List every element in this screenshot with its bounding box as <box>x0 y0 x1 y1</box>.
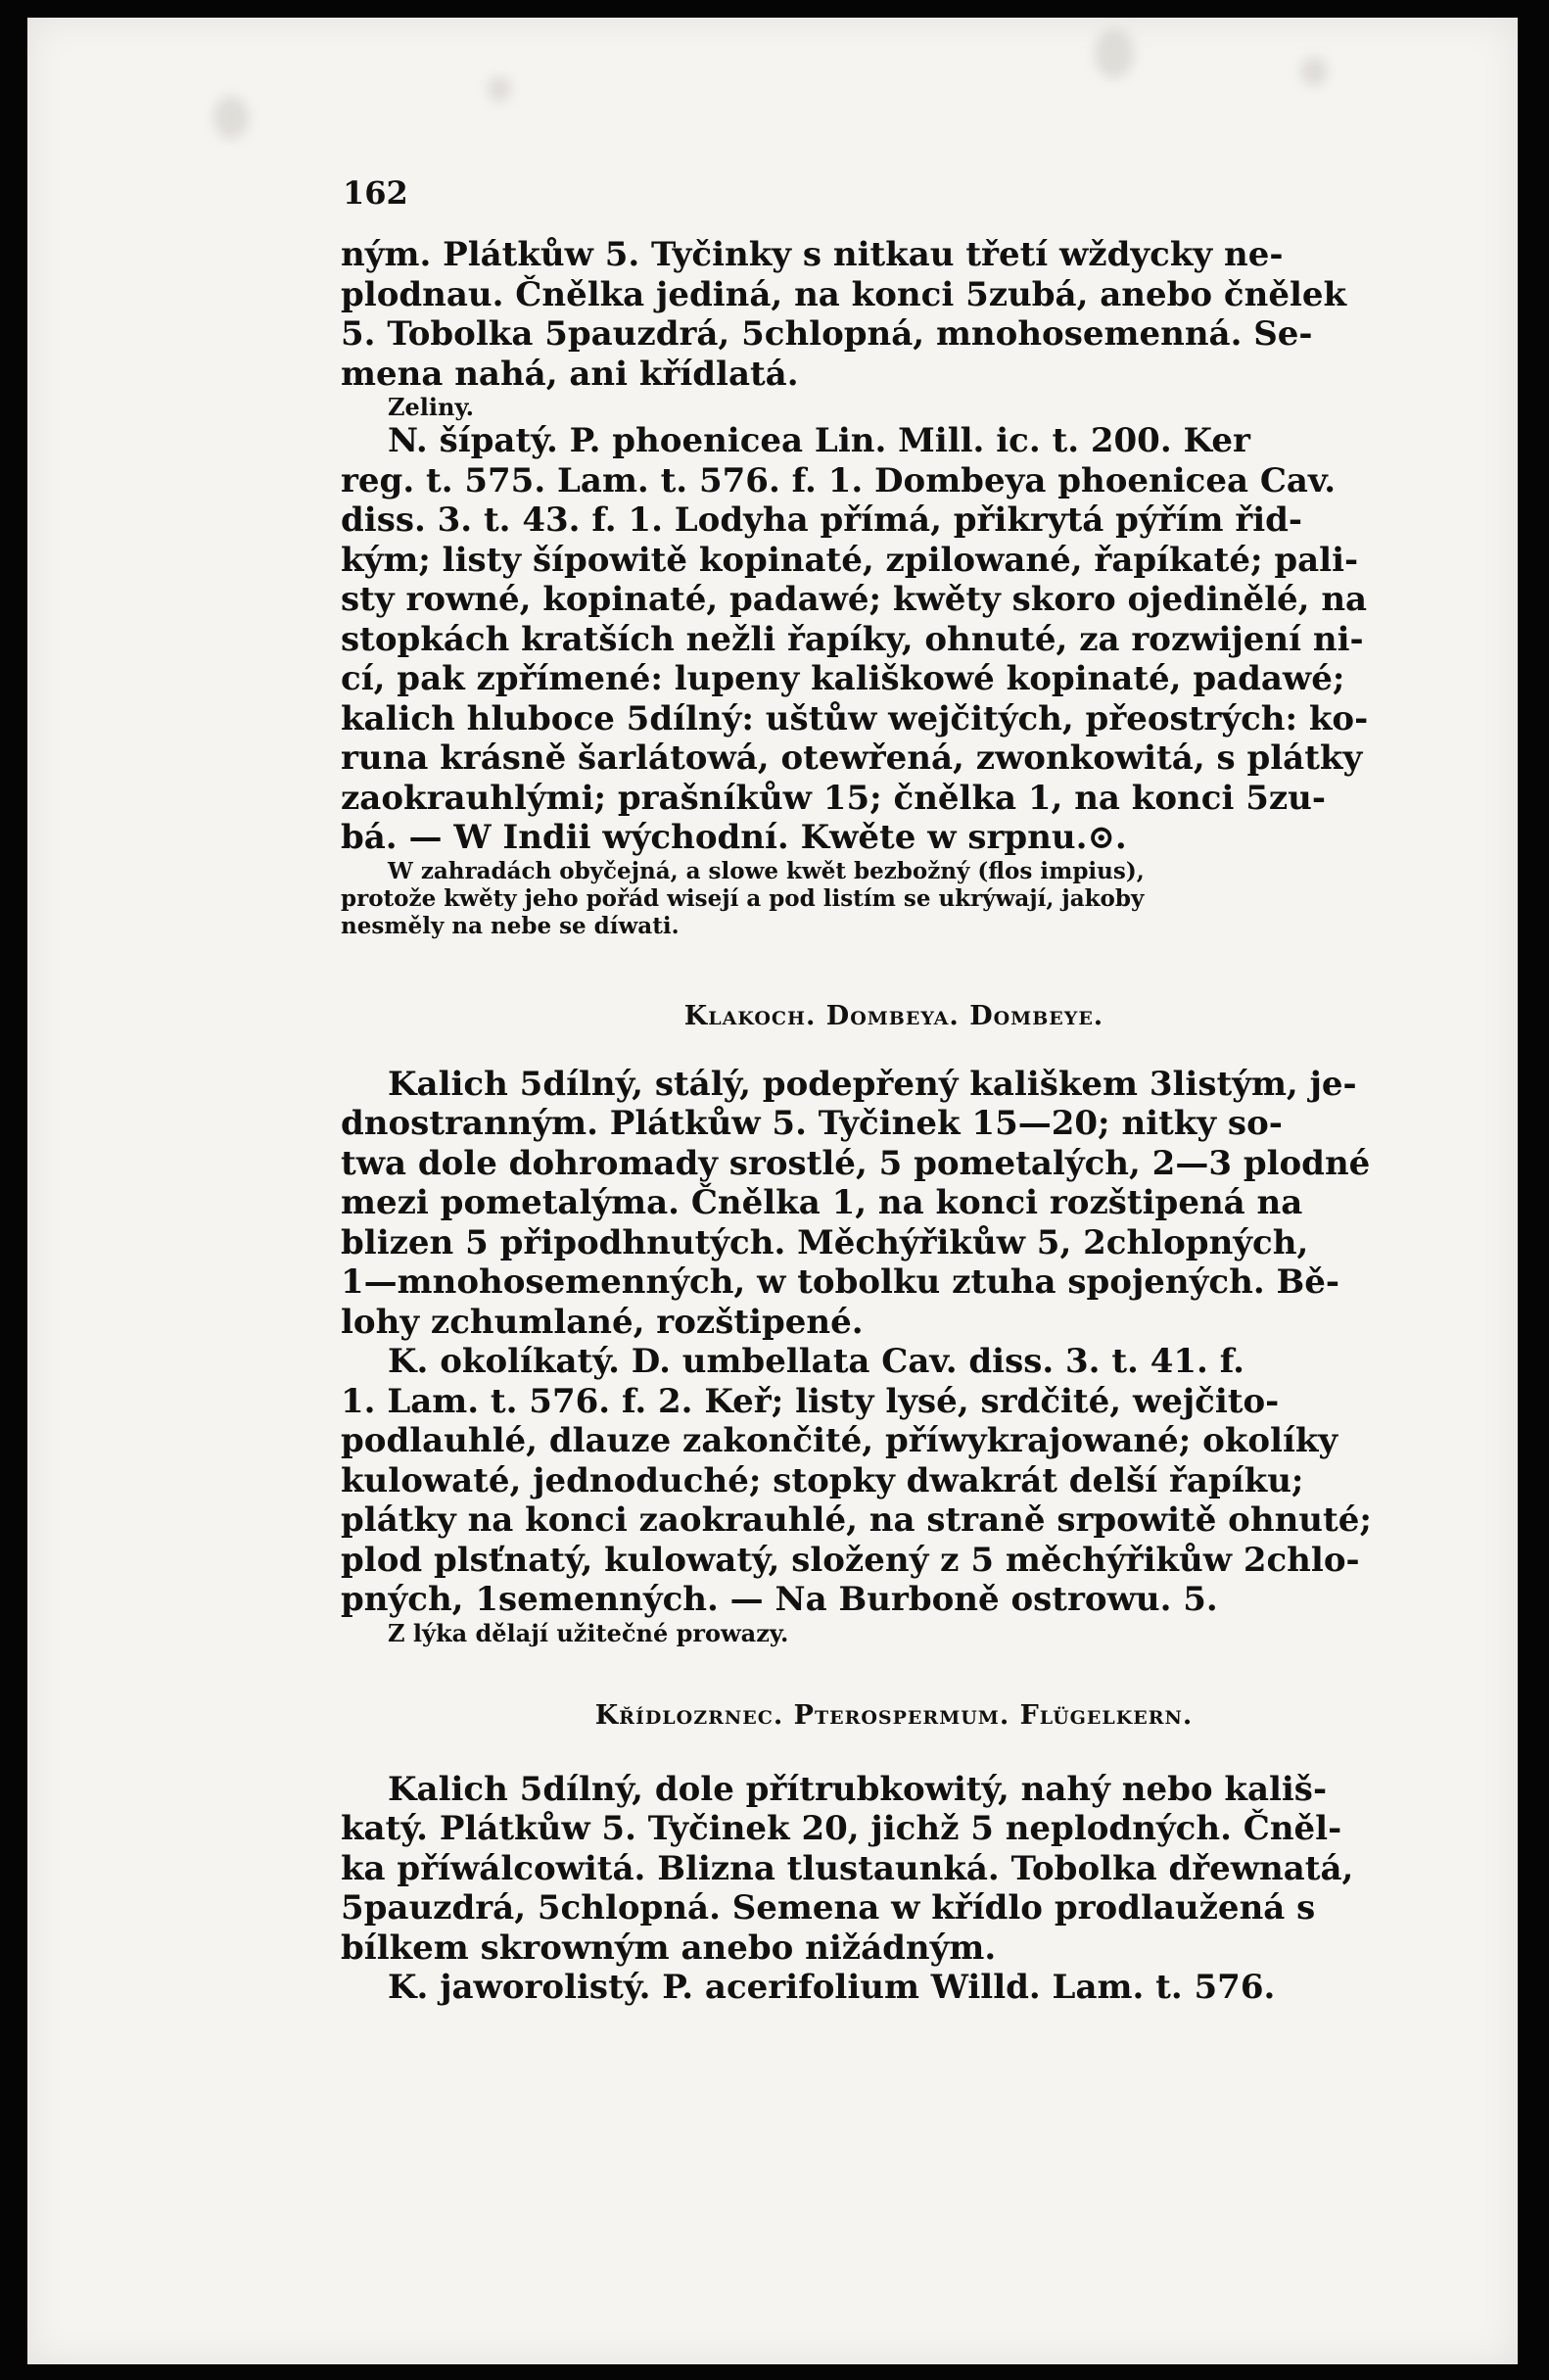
section-note: Z lýka dělají užitečné prowazy. <box>388 1618 789 1647</box>
section-note: Zeliny. <box>388 393 475 421</box>
page-number: 162 <box>343 174 408 212</box>
text-line: kým; listy šípowitě kopinaté, zpilowané, řapíkaté; pali- <box>341 540 1359 580</box>
text-line: lohy zchumlané, rozštipené. <box>341 1302 864 1342</box>
text-line: zaokrauhlými; prašníkůw 15; čnělka 1, na konci 5zu- <box>341 778 1327 818</box>
text-line: bá. — W Indii wýchodní. Kwěte w srpnu.⊙. <box>341 818 1127 857</box>
text-line: ka příwálcowitá. Blizna tlustaunká. Tobolka dřewnatá, <box>341 1848 1354 1888</box>
text-line: runa krásně šarlátowá, otewřená, zwonkowitá, s plátky <box>341 738 1363 778</box>
text-line: plátky na konci zaokrauhlé, na straně srpowitě ohnuté; <box>341 1500 1372 1540</box>
text-line: 5. Tobolka 5pauzdrá, 5chlopná, mnohosemenná. Se- <box>341 314 1313 354</box>
text-line: K. jaworolistý. P. acerifolium Willd. Lam. t. 576. <box>388 1968 1276 2007</box>
text-line: dnostranným. Plátkůw 5. Tyčinek 15—20; nitky so- <box>341 1104 1283 1143</box>
text-line: blizen 5 připodhnutých. Měchýřikůw 5, 2chlopných, <box>341 1222 1309 1262</box>
text-line: kalich hluboce 5dílný: uštůw wejčitých, přeostrých: ko- <box>341 698 1369 738</box>
text-line: Kalich 5dílný, stálý, podepřený kališkem 3listým, je- <box>388 1064 1357 1104</box>
spacer <box>341 1731 1447 1770</box>
footnote-line: nesměly na nebe se díwati. <box>341 912 680 939</box>
text-line: bílkem skrowným anebo nižádným. <box>341 1928 997 1968</box>
text-line: ným. Plátkůw 5. Tyčinky s nitkau třetí wždycky ne- <box>341 235 1284 274</box>
spacer <box>341 940 1447 1001</box>
text-line: twa dole dohromady srostlé, 5 pometalých, 2—3 plodné <box>341 1143 1371 1183</box>
text-line: mena nahá, ani křídlatá. <box>341 354 799 394</box>
text-line: stopkách kratších nežli řapíky, ohnuté, za rozwijení ni- <box>341 619 1364 659</box>
page-text <box>341 235 1447 2008</box>
text-line: mezi pometalýma. Čnělka 1, na konci rozštipená na <box>341 1183 1303 1222</box>
spacer <box>341 1031 1447 1065</box>
spacer <box>341 1647 1447 1700</box>
text-line: pných, 1semenných. — Na Burboně ostrowu. 5. <box>341 1580 1218 1619</box>
text-line: sty rowné, kopinaté, padawé; kwěty skoro ojedinělé, na <box>341 580 1368 619</box>
text-line: katý. Plátkůw 5. Tyčinek 20, jichž 5 neplodných. Čněl- <box>341 1809 1342 1848</box>
text-line: 5pauzdrá, 5chlopná. Semena w křídlo prodlaužená s <box>341 1888 1316 1928</box>
text-line: plodnau. Čnělka jediná, na konci 5zubá, anebo čnělek <box>341 274 1347 314</box>
page-stain <box>213 96 249 139</box>
text-line: podlauhlé, dlauze zakončité, příwykrajowané; okolíky <box>341 1421 1338 1460</box>
text-line: cí, pak zpřímené: lupeny kališkowé kopinaté, padawé; <box>341 659 1345 698</box>
text-line: kulowaté, jednoduché; stopky dwakrát delší řapíku; <box>341 1460 1304 1500</box>
text-line: K. okolíkatý. D. umbellata Cav. diss. 3. t. 41. f. <box>388 1342 1244 1381</box>
page-stain <box>1300 57 1328 86</box>
footnote-line: W zahradách obyčejná, a slowe kwět bezbožný (flos impius), <box>388 857 1145 884</box>
genus-heading: Křídlozrnec. Pterospermum. Flügelkern. <box>594 1699 1194 1731</box>
page-stain <box>488 76 511 102</box>
text-line: 1. Lam. t. 576. f. 2. Keř; listy lysé, srdčité, wejčito- <box>341 1381 1280 1421</box>
genus-heading: Klakoch. Dombeya. Dombeye. <box>683 1000 1104 1031</box>
text-line: reg. t. 575. Lam. t. 576. f. 1. Dombeya phoenicea Cav. <box>341 460 1337 500</box>
text-line: diss. 3. t. 43. f. 1. Lodyha přímá, přikrytá pýřím řid- <box>341 500 1303 540</box>
text-line: plod plsťnatý, kulowatý, složený z 5 měchýřikůw 2chlo- <box>341 1540 1360 1580</box>
text-line: Kalich 5dílný, dole přítrubkowitý, nahý nebo kališ- <box>388 1769 1328 1809</box>
scanned-page <box>27 18 1518 2364</box>
text-line: N. šípatý. P. phoenicea Lin. Mill. ic. t. 200. Ker <box>388 421 1250 460</box>
page-stain <box>1095 29 1134 78</box>
text-line: 1—mnohosemenných, w tobolku ztuha spojených. Bě- <box>341 1262 1339 1302</box>
footnote-line: protože kwěty jeho pořád wisejí a pod listím se ukrýwají, jakoby <box>341 884 1145 912</box>
